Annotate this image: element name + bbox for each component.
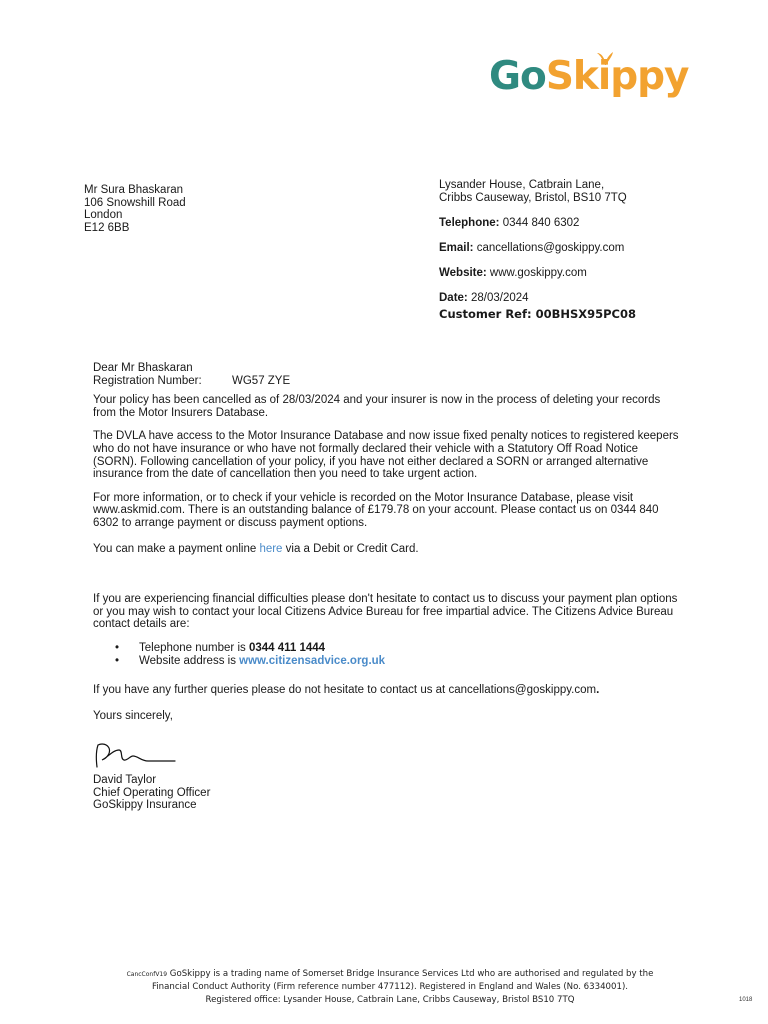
recipient-city: London (84, 209, 123, 222)
signatory-company: GoSkippy Insurance (93, 799, 197, 812)
recipient-postcode: E12 6BB (84, 221, 130, 234)
legal-footer (90, 968, 690, 1006)
cancellation-paragraph: Your policy has been cancelled as of 28/03/2024 and your insurer is now in the process of deleting your records from the Motor Insurers Database. (93, 394, 661, 419)
sender-telephone: Telephone: 0344 840 6302 (439, 217, 580, 229)
bullet-icon: • (115, 641, 120, 654)
list-item: • Telephone number is 0344 411 1444 (115, 641, 326, 654)
sender-website: Website: www.goskippy.com (439, 267, 587, 279)
footer-line1: CancConfV19 GoSkippy is a trading name of Somerset Bridge Insurance Services Ltd who are authorised and regulated by the (126, 969, 654, 979)
financial-difficulty-paragraph: If you are experiencing financial difficulties please don't hesitate to contact us to discuss your payment plan options or you may wish to contact your local Citizens Advice Bureau for free impartial advice. The Citizens Advice Bureau contact details are: (93, 593, 678, 631)
sender-email: Email: cancellations@goskippy.com (439, 242, 625, 254)
signatory-name: David Taylor (93, 774, 157, 786)
page-code: 1018 (739, 997, 753, 1003)
list-item: • Website address is www.citizensadvice.org.uk (115, 654, 386, 667)
logo-text-skippy: Skippy (545, 54, 689, 99)
citizens-advice-list (93, 642, 683, 668)
citizens-advice-link[interactable]: www.citizensadvice.org.uk (239, 654, 386, 667)
closing: Yours sincerely, (93, 709, 173, 722)
recipient-address (84, 184, 344, 234)
customer-reference: Customer Ref: 00BHSX95PC08 (439, 307, 637, 321)
bullet-icon: • (115, 654, 120, 667)
registration-label: Registration Number: (93, 374, 202, 387)
recipient-name: Mr Sura Bhaskaran (84, 184, 184, 196)
registration-value: WG57 ZYE (232, 374, 291, 387)
registration-row (93, 375, 683, 388)
recipient-street: 106 Snowshill Road (84, 196, 186, 209)
logo-text-go: Go (489, 54, 546, 99)
letter-body (93, 362, 683, 722)
salutation: Dear Mr Bhaskaran (93, 362, 193, 374)
signoff-block (93, 774, 210, 812)
payment-paragraph: You can make a payment online here via a Debit or Credit Card. (93, 542, 419, 555)
document-code: CancConfV19 (126, 971, 168, 978)
dvla-paragraph: The DVLA have access to the Motor Insurance Database and now issue fixed penalty notices to registered keepers who do not have insurance or who have not formally declared their vehicle with a Statutory Off Road Notice (SORN). Following cancellation of your policy, if you have not either declared a SORN or arranged alternative insurance from the date of cancellation then you need to take urgent action. (93, 430, 679, 481)
letter-date: Date: 28/03/2024 (439, 292, 529, 304)
footer-line3: Registered office: Lysander House, Catbrain Lane, Cribbs Causeway, Bristol BS10 7TQ (205, 994, 575, 1005)
signatory-title: Chief Operating Officer (93, 786, 211, 799)
balance-paragraph: For more information, or to check if your vehicle is recorded on the Motor Insurance Database, please visit www.askmid.com. There is an outstanding balance of £179.78 on your account. Please contact us on 0344 840 6302 to arrange payment or discuss payment options. (93, 491, 659, 529)
footer-line2: Financial Conduct Authority (Firm reference number 477112). Registered in England and Wales (No. 6334001). (151, 982, 629, 993)
queries-paragraph: If you have any further queries please do not hesitate to contact us at cancellations@goskippy.com. (93, 683, 600, 696)
payment-link[interactable]: here (259, 542, 283, 555)
signature-image (93, 741, 183, 771)
sender-address-line1: Lysander House, Catbrain Lane, (439, 179, 605, 191)
sender-details (439, 179, 759, 305)
sender-address-line2: Cribbs Causeway, Bristol, BS10 7TQ (439, 192, 627, 204)
goskippy-logo (489, 50, 709, 110)
